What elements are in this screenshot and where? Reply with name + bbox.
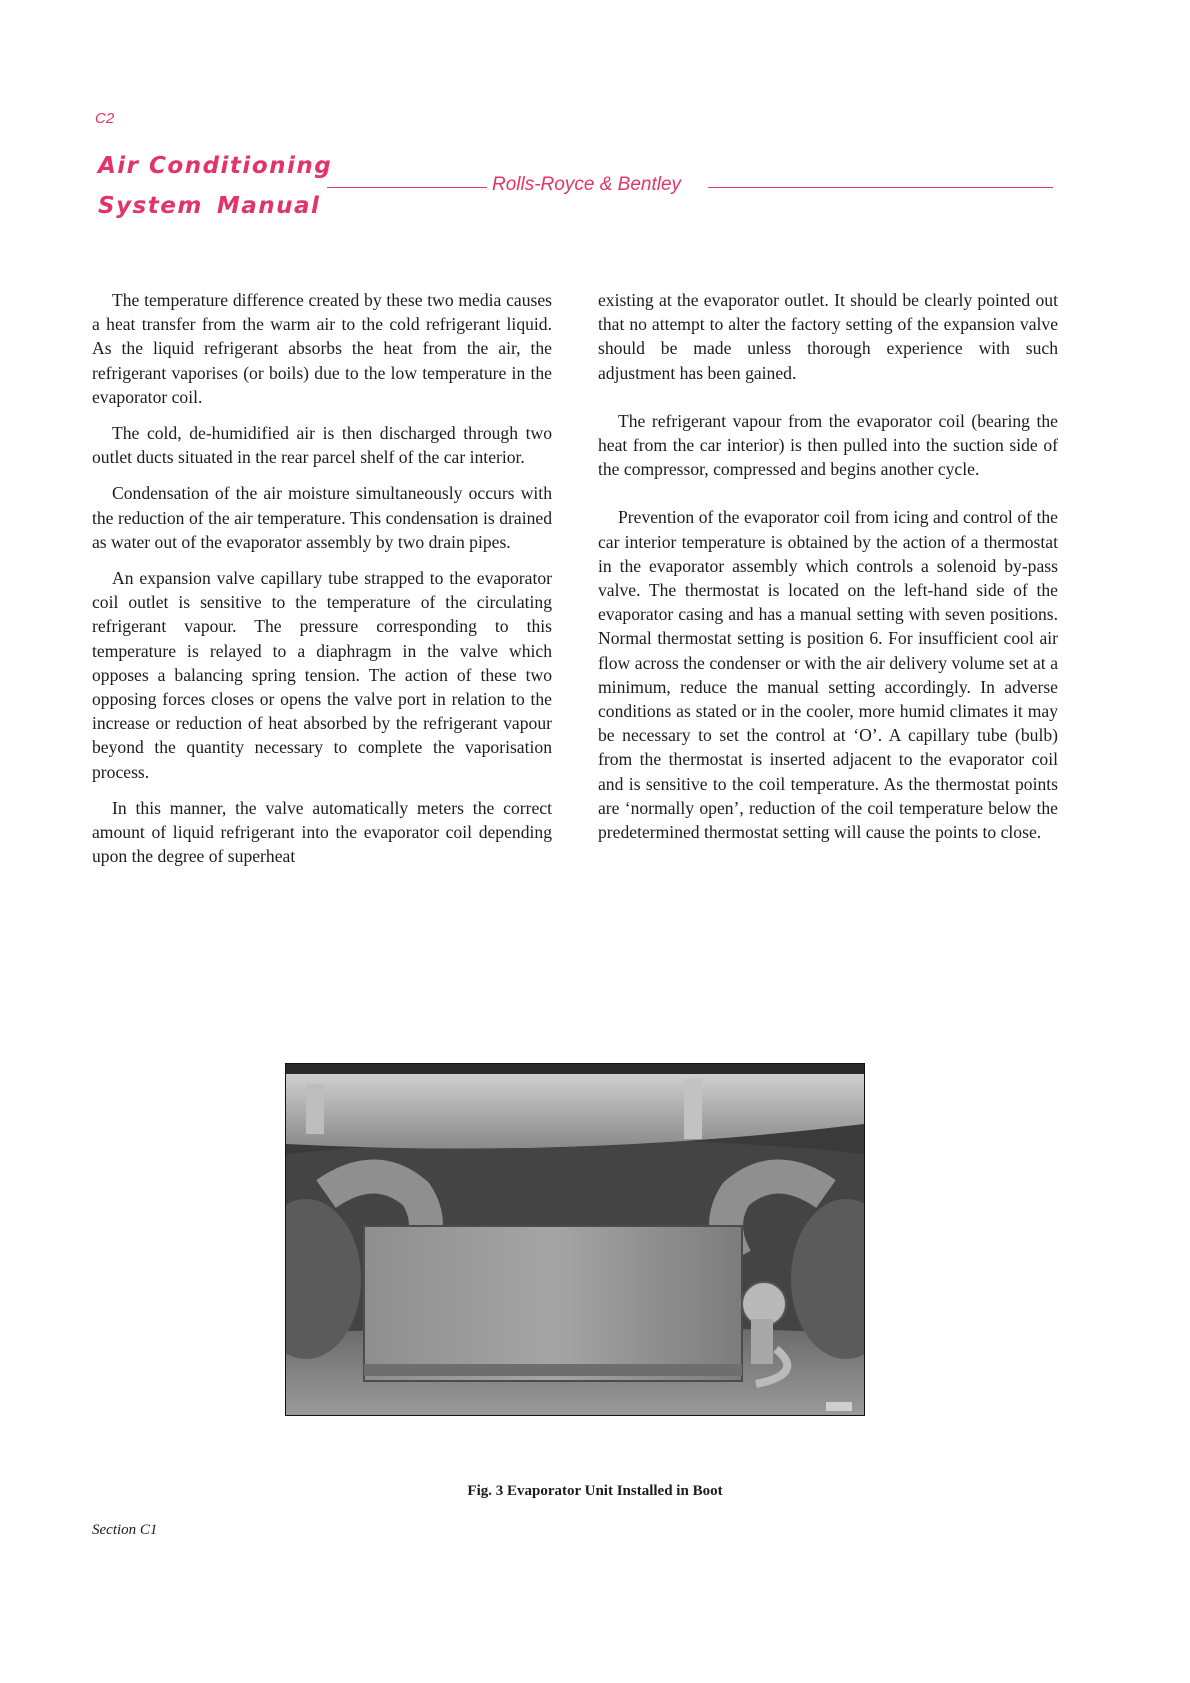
brand-name: Rolls-Royce & Bentley [492, 174, 682, 195]
title-word-system: System [98, 193, 203, 219]
paragraph: The temperature difference created by these two media causes a heat transfer from the warm air to the cold refrigerant liquid. As the liquid refrigerant absorbs the heat from the air, the refrigerant vaporises (or boils) due to the low temperature in the evaporator coil. [92, 290, 552, 407]
left-text-column [92, 288, 552, 880]
manual-title [98, 146, 334, 226]
paragraph: existing at the evaporator outlet. It should be clearly pointed out that no attempt to alter the factory setting of the expansion valve should be made unless thorough experience with such adjustment has been gained. [598, 290, 1058, 383]
paragraph: The cold, de-humidified air is then discharged through two outlet ducts situated in the rear parcel shelf of the car interior. [92, 423, 552, 468]
header-rule-right [708, 187, 1053, 188]
title-word-manual: Manual [216, 193, 321, 219]
evaporator-photo-illustration [286, 1064, 864, 1415]
title-line-1: Air Conditioning [98, 153, 333, 179]
paragraph: An expansion valve capillary tube strapped to the evaporator coil outlet is sensitive to the temperature of the circulating refrigerant vapour. The pressure corresponding to this temperature is relayed to a diaphragm in the valve which opposes a balancing spring tension. The action of these two opposing forces closes or opens the valve port in relation to the increase or reduction of heat absorbed by the refrigerant vapour beyond the quantity necessary to complete the vaporisation process. [92, 568, 552, 782]
title-line-2 [98, 186, 334, 226]
paragraph: The refrigerant vapour from the evaporator coil (bearing the heat from the car interior) is then pulled into the suction side of the compressor, compressed and begins another cycle. [598, 410, 1058, 480]
header-rule-left [327, 187, 487, 188]
page-reference: C2 [95, 110, 115, 127]
paragraph: Condensation of the air moisture simultaneously occurs with the reduction of the air temperature. This condensation is drained as water out of the evaporator assembly by two drain pipes. [92, 483, 552, 552]
figure-caption: Fig. 3 Evaporator Unit Installed in Boot [467, 1483, 723, 1499]
right-text-column [598, 288, 1058, 856]
evaporator-photo [285, 1063, 865, 1416]
section-footer: Section C1 [92, 1522, 158, 1538]
paragraph: In this manner, the valve automatically meters the correct amount of liquid refrigerant into the evaporator coil depending upon the degree of superheat [92, 797, 552, 867]
paragraph: Prevention of the evaporator coil from icing and control of the car interior temperature is obtained by the action of a thermostat in the evaporator assembly which controls a solenoid by-pass valve. The thermostat is located on the left-hand side of the evaporator casing and has a manual setting with seven positions. Normal thermostat setting is position 6. For insufficient cool air flow across the condenser or with the air delivery volume set at a minimum, reduce the manual setting accordingly. In adverse conditions as stated or in the cooler, more humid climates it may be necessary to set the control at ‘O’. A capillary tube (bulb) from the thermostat is inserted adjacent to the evaporator coil and is sensitive to the coil temperature. As the thermostat points are ‘normally open’, reduction of the coil temperature below the predetermined thermostat setting will cause the points to close. [598, 507, 1058, 843]
